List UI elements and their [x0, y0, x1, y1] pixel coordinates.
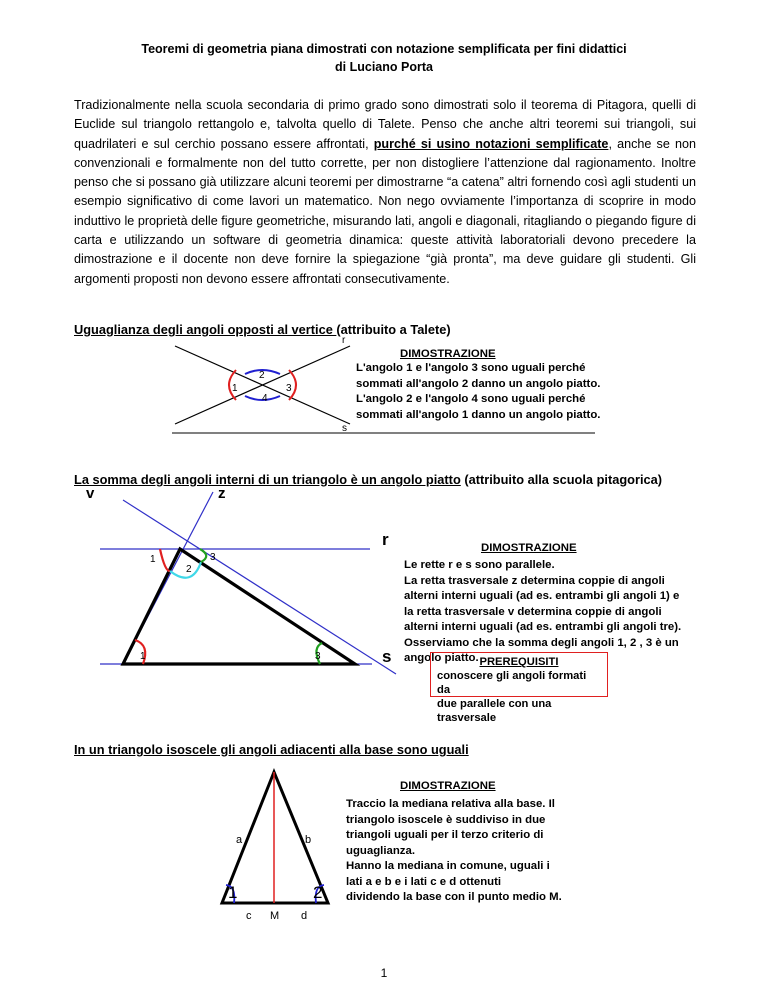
demo-line: Osserviamo che la somma degli angoli 1, 2 , 3 è un — [404, 636, 679, 649]
section3-demo-title: DIMOSTRAZIONE — [400, 780, 496, 792]
label-s: s — [342, 423, 347, 434]
demo-line: uguaglianza. — [346, 844, 415, 857]
demo-line: dividendo la base con il punto medio M. — [346, 891, 562, 903]
demo-line: lati a e b e i lati c e d ottenuti — [346, 875, 502, 888]
intro-emphasis: purché si usino notazioni semplificate — [373, 136, 609, 151]
midpoint-M-label: M — [270, 910, 280, 922]
angle-top-1-label: 1 — [150, 554, 156, 565]
section2-demo-title: DIMOSTRAZIONE — [481, 542, 577, 554]
angle-4-label: 4 — [262, 393, 268, 404]
angle-2-label: 2 — [259, 370, 265, 381]
demo-line: L'angolo 2 e l'angolo 4 sono uguali perché — [356, 393, 586, 405]
prerequisites-title: PREREQUISITI — [479, 656, 559, 668]
demo-line: la retta trasversale v determina coppie di angoli — [404, 605, 662, 618]
demo-line: alterni interni uguali (ad es. entrambi gli angoli 1) e — [404, 590, 680, 602]
section1-heading-underlined: Uguaglianza degli angoli opposti al vertice — [74, 322, 337, 337]
section1-demo-title: DIMOSTRAZIONE — [400, 348, 496, 360]
angle-1-label: 1 — [232, 383, 238, 394]
demo-line: angolo piatto. — [404, 652, 479, 664]
demo-line: alterni interni uguali (ad es. entrambi gli angoli tre). — [404, 621, 682, 633]
section3-demo-text — [346, 797, 562, 906]
section1-heading-rest: (attribuito a Talete) — [336, 322, 451, 337]
line-label-v: v — [86, 485, 95, 502]
demo-line: sommati all'angolo 1 danno un angolo piatto. — [356, 408, 601, 421]
side-a-label: a — [236, 834, 243, 846]
intro-part2: , anche se non convenzionali e formalmente non del tutto corrette, per non distogliere l’attenzione dal ragionamento. Inoltre penso che si possano già utilizzare alcuni teoremi per dimostrarne “a catena” altri fornendo così agli studenti un esempio significativo di come lavori un matematico. Non nego ovviamente l’importanza di scoprire in modo induttivo le proprietà delle figure geometriche, misurando lati, angoli e diagonali, ritagliando o piegando figure di carta e utilizzando un software di geometria dinamica: queste attività laboratoriali devono precedere la dimostrazione e il docente non deve fornire la spiegazione “già pronta”, ma deve guidare gli studenti. Gli argomenti proposti non devono essere affrontati consecutivamente. — [74, 136, 696, 286]
angle-3-label: 3 — [286, 383, 292, 394]
line-label-z: z — [218, 485, 226, 502]
section2-heading-rest: (attribuito alla scuola pitagorica) — [460, 472, 662, 487]
document-title: Teoremi di geometria piana dimostrati con notazione semplificata per fini didattici — [141, 42, 627, 56]
prereq-line: conoscere gli angoli formati da — [437, 670, 587, 696]
section2-heading-underlined: La somma degli angoli interni di un triangolo è un angolo piatto — [74, 472, 461, 487]
label-r: r — [342, 335, 346, 346]
angle-bottom-3-label: 3 — [315, 651, 321, 662]
demo-line: triangoli uguali per il terzo criterio di — [346, 829, 544, 841]
side-b-label: b — [305, 834, 312, 846]
prereq-line: due parallele con una trasversale — [437, 698, 552, 724]
segment-c-label: c — [246, 910, 252, 922]
angle-top-3-label: 3 — [210, 552, 216, 563]
document-author: di Luciano Porta — [335, 60, 433, 74]
demo-line: La retta trasversale z determina coppie di angoli — [404, 574, 665, 587]
demo-line: Le rette r e s sono parallele. — [404, 559, 555, 571]
angle-2-label: 2 — [313, 883, 323, 902]
segment-d-label: d — [301, 910, 308, 922]
demo-line: Traccio la mediana relativa alla base. Il — [346, 798, 555, 810]
angle-1-label: 1 — [228, 883, 238, 902]
angle-top-2-label: 2 — [186, 564, 192, 575]
demo-line: triangolo isoscele è suddiviso in due — [346, 813, 546, 826]
page-number: 1 — [380, 966, 388, 980]
line-label-r: r — [382, 530, 389, 549]
demo-line: Hanno la mediana in comune, uguali i — [346, 860, 550, 872]
demo-line: L'angolo 1 e l'angolo 3 sono uguali perché — [356, 362, 586, 374]
section3-heading-underlined: In un triangolo isoscele gli angoli adiacenti alla base sono uguali — [74, 742, 469, 757]
angle-bottom-1-label: 1 — [140, 651, 146, 662]
demo-line: sommati all'angolo 2 danno un angolo piatto. — [356, 377, 601, 390]
intro-part1: Tradizionalmente nella scuola secondaria di primo grado sono dimostrati solo il teorema di Pitagora, quelli di Euclide sul triangolo rettangolo e, talvolta quello di Talete. Penso che anche altri teoremi sui triangoli, sui quadrilateri e sul cerchio possano essere affrontati, — [74, 98, 696, 151]
line-label-s: s — [382, 647, 392, 666]
